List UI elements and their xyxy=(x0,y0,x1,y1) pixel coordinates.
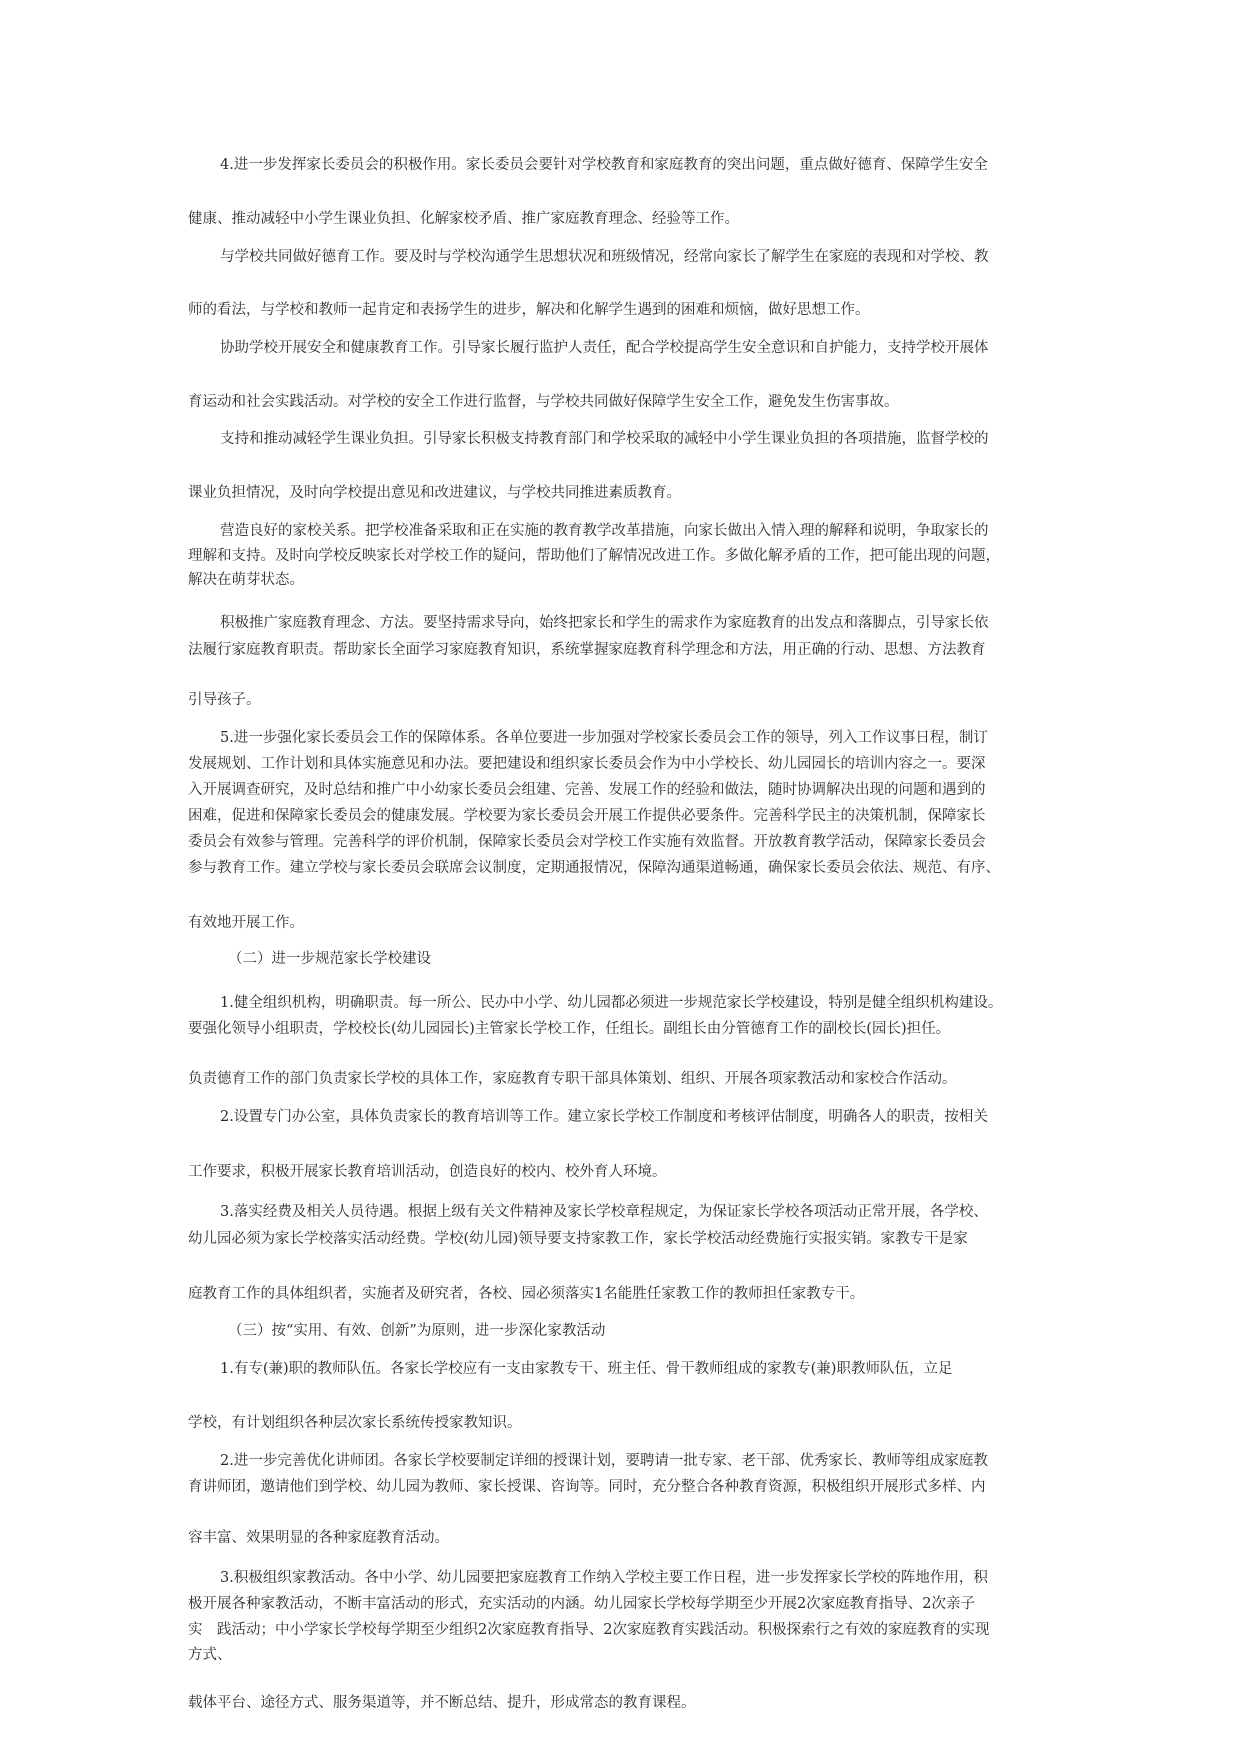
text-line: 幼儿园必须为家长学校落实活动经费。学校(幼儿园)领导要支持家教工作，家长学校活动经费施行实报实销。家教专干是家 xyxy=(188,1231,968,1247)
text-line: 入开展调查研究，及时总结和推广中小幼家长委员会组建、完善、发展工作的经验和做法，随时协调解决出现的问题和遇到的 xyxy=(188,782,986,798)
text-line: 1.有专(兼)职的教师队伍。各家长学校应有一支由家教专干、班主任、骨干教师组成的家教专(兼)职教师队伍，立足 xyxy=(220,1361,953,1377)
text-line: 育运动和社会实践活动。对学校的安全工作进行监督，与学校共同做好保障学生安全工作，避免发生伤害事故。 xyxy=(188,394,899,410)
text-line: 课业负担情况，及时向学校提出意见和改进建议，与学校共同推进素质教育。 xyxy=(188,485,681,501)
text-line: 3.积极组织家教活动。各中小学、幼儿园要把家庭教育工作纳入学校主要工作日程，进一步发挥家长学校的阵地作用，积 xyxy=(220,1570,988,1586)
text-line: 4.进一步发挥家长委员会的积极作用。家长委员会要针对学校教育和家庭教育的突出问题，重点做好德育、保障学生安全 xyxy=(220,157,988,173)
text-line: （三）按“实用、有效、创新”为原则，进一步深化家教活动 xyxy=(228,1323,606,1339)
text-line: 工作要求，积极开展家长教育培训活动，创造良好的校内、校外育人环境。 xyxy=(188,1164,667,1180)
text-line: 实 践活动；中小学家长学校每学期至少组织2次家庭教育指导、2次家庭教育实践活动。积极探索行之有效的家庭教育的实现 xyxy=(188,1622,990,1638)
text-line: 积极推广家庭教育理念、方法。要坚持需求导向，始终把家长和学生的需求作为家庭教育的出发点和落脚点，引导家长依 xyxy=(220,615,989,631)
text-line: 理解和支持。及时向学校反映家长对学校工作的疑问，帮助他们了解情况改进工作。多做化解矛盾的工作，把可能出现的问题， xyxy=(188,548,1000,564)
text-line: （二）进一步规范家长学校建设 xyxy=(228,951,431,967)
text-line: 庭教育工作的具体组织者，实施者及研究者，各校、园必须落实1名能胜任家教工作的教师担任家教专干。 xyxy=(188,1286,865,1302)
text-line: 困难，促进和保障家长委员会的健康发展。学校要为家长委员会开展工作提供必要条件。完善科学民主的决策机制，保障家长 xyxy=(188,808,986,824)
text-line: 5.进一步强化家长委员会工作的保障体系。各单位要进一步加强对学校家长委员会工作的领导，列入工作议事日程，制订 xyxy=(220,730,988,746)
text-line: 要强化领导小组职责，学校校长(幼儿园园长)主管家长学校工作，任组长。副组长由分管德育工作的副校长(园长)担任。 xyxy=(188,1021,951,1037)
text-line: 有效地开展工作。 xyxy=(188,915,304,931)
text-line: 1.健全组织机构，明确职责。每一所公、民办中小学、幼儿园都必须进一步规范家长学校建设，特别是健全组织机构建设。 xyxy=(220,995,1003,1011)
text-line: 发展规划、工作计划和具体实施意见和办法。要把建设和组织家长委员会作为中小学校长、幼儿园园长的培训内容之一。要深 xyxy=(188,756,986,772)
text-line: 容丰富、效果明显的各种家庭教育活动。 xyxy=(188,1530,449,1546)
text-line: 协助学校开展安全和健康教育工作。引导家长履行监护人责任，配合学校提高学生安全意识和自护能力，支持学校开展体 xyxy=(220,340,989,356)
text-line: 育讲师团，邀请他们到学校、幼儿园为教师、家长授课、咨询等。同时，充分整合各种教育资源，积极组织开展形式多样、内 xyxy=(188,1479,986,1495)
text-line: 委员会有效参与管理。完善科学的评价机制，保障家长委员会对学校工作实施有效监督。开放教育教学活动，保障家长委员会 xyxy=(188,834,986,850)
text-line: 2.设置专门办公室，具体负责家长的教育培训等工作。建立家长学校工作制度和考核评估制度，明确各人的职责，按相关 xyxy=(220,1109,988,1125)
text-line: 参与教育工作。建立学校与家长委员会联席会议制度，定期通报情况，保障沟通渠道畅通，确保家长委员会依法、规范、有序、 xyxy=(188,860,1000,876)
text-line: 解决在萌芽状态。 xyxy=(188,572,304,588)
text-line: 3.落实经费及相关人员待遇。根据上级有关文件精神及家长学校章程规定，为保证家长学校各项活动正常开展，各学校、 xyxy=(220,1204,988,1220)
text-line: 师的看法，与学校和教师一起肯定和表扬学生的进步，解决和化解学生遇到的困难和烦恼，做好思想工作。 xyxy=(188,302,870,318)
text-line: 2.进一步完善优化讲师团。各家长学校要制定详细的授课计划，要聘请一批专家、老干部、优秀家长、教师等组成家庭教 xyxy=(220,1453,988,1469)
text-line: 健康、推动减轻中小学生课业负担、化解家校矛盾、推广家庭教育理念、经验等工作。 xyxy=(188,211,739,227)
text-line: 法履行家庭教育职责。帮助家长全面学习家庭教育知识，系统掌握家庭教育科学理念和方法，用正确的行动、思想、方法教育 xyxy=(188,642,986,658)
text-line: 营造良好的家校关系。把学校准备采取和正在实施的教育教学改革措施，向家长做出入情入理的解释和说明，争取家长的 xyxy=(220,523,989,539)
text-line: 极开展各种家教活动，不断丰富活动的形式，充实活动的内涵。幼儿园家长学校每学期至少开展2次家庭教育指导、2次亲子 xyxy=(188,1596,975,1612)
text-line: 方式、 xyxy=(188,1647,232,1663)
text-line: 负责德育工作的部门负责家长学校的具体工作，家庭教育专职干部具体策划、组织、开展各项家教活动和家校合作活动。 xyxy=(188,1071,957,1087)
text-line: 载体平台、途径方式、服务渠道等，并不断总结、提升，形成常态的教育课程。 xyxy=(188,1695,696,1711)
text-line: 支持和推动减轻学生课业负担。引导家长积极支持教育部门和学校采取的减轻中小学生课业负担的各项措施，监督学校的 xyxy=(220,431,989,447)
text-line: 与学校共同做好德育工作。要及时与学校沟通学生思想状况和班级情况，经常向家长了解学生在家庭的表现和对学校、教 xyxy=(220,249,989,265)
text-line: 学校，有计划组织各种层次家长系统传授家教知识。 xyxy=(188,1415,522,1431)
text-line: 引导孩子。 xyxy=(188,692,261,708)
